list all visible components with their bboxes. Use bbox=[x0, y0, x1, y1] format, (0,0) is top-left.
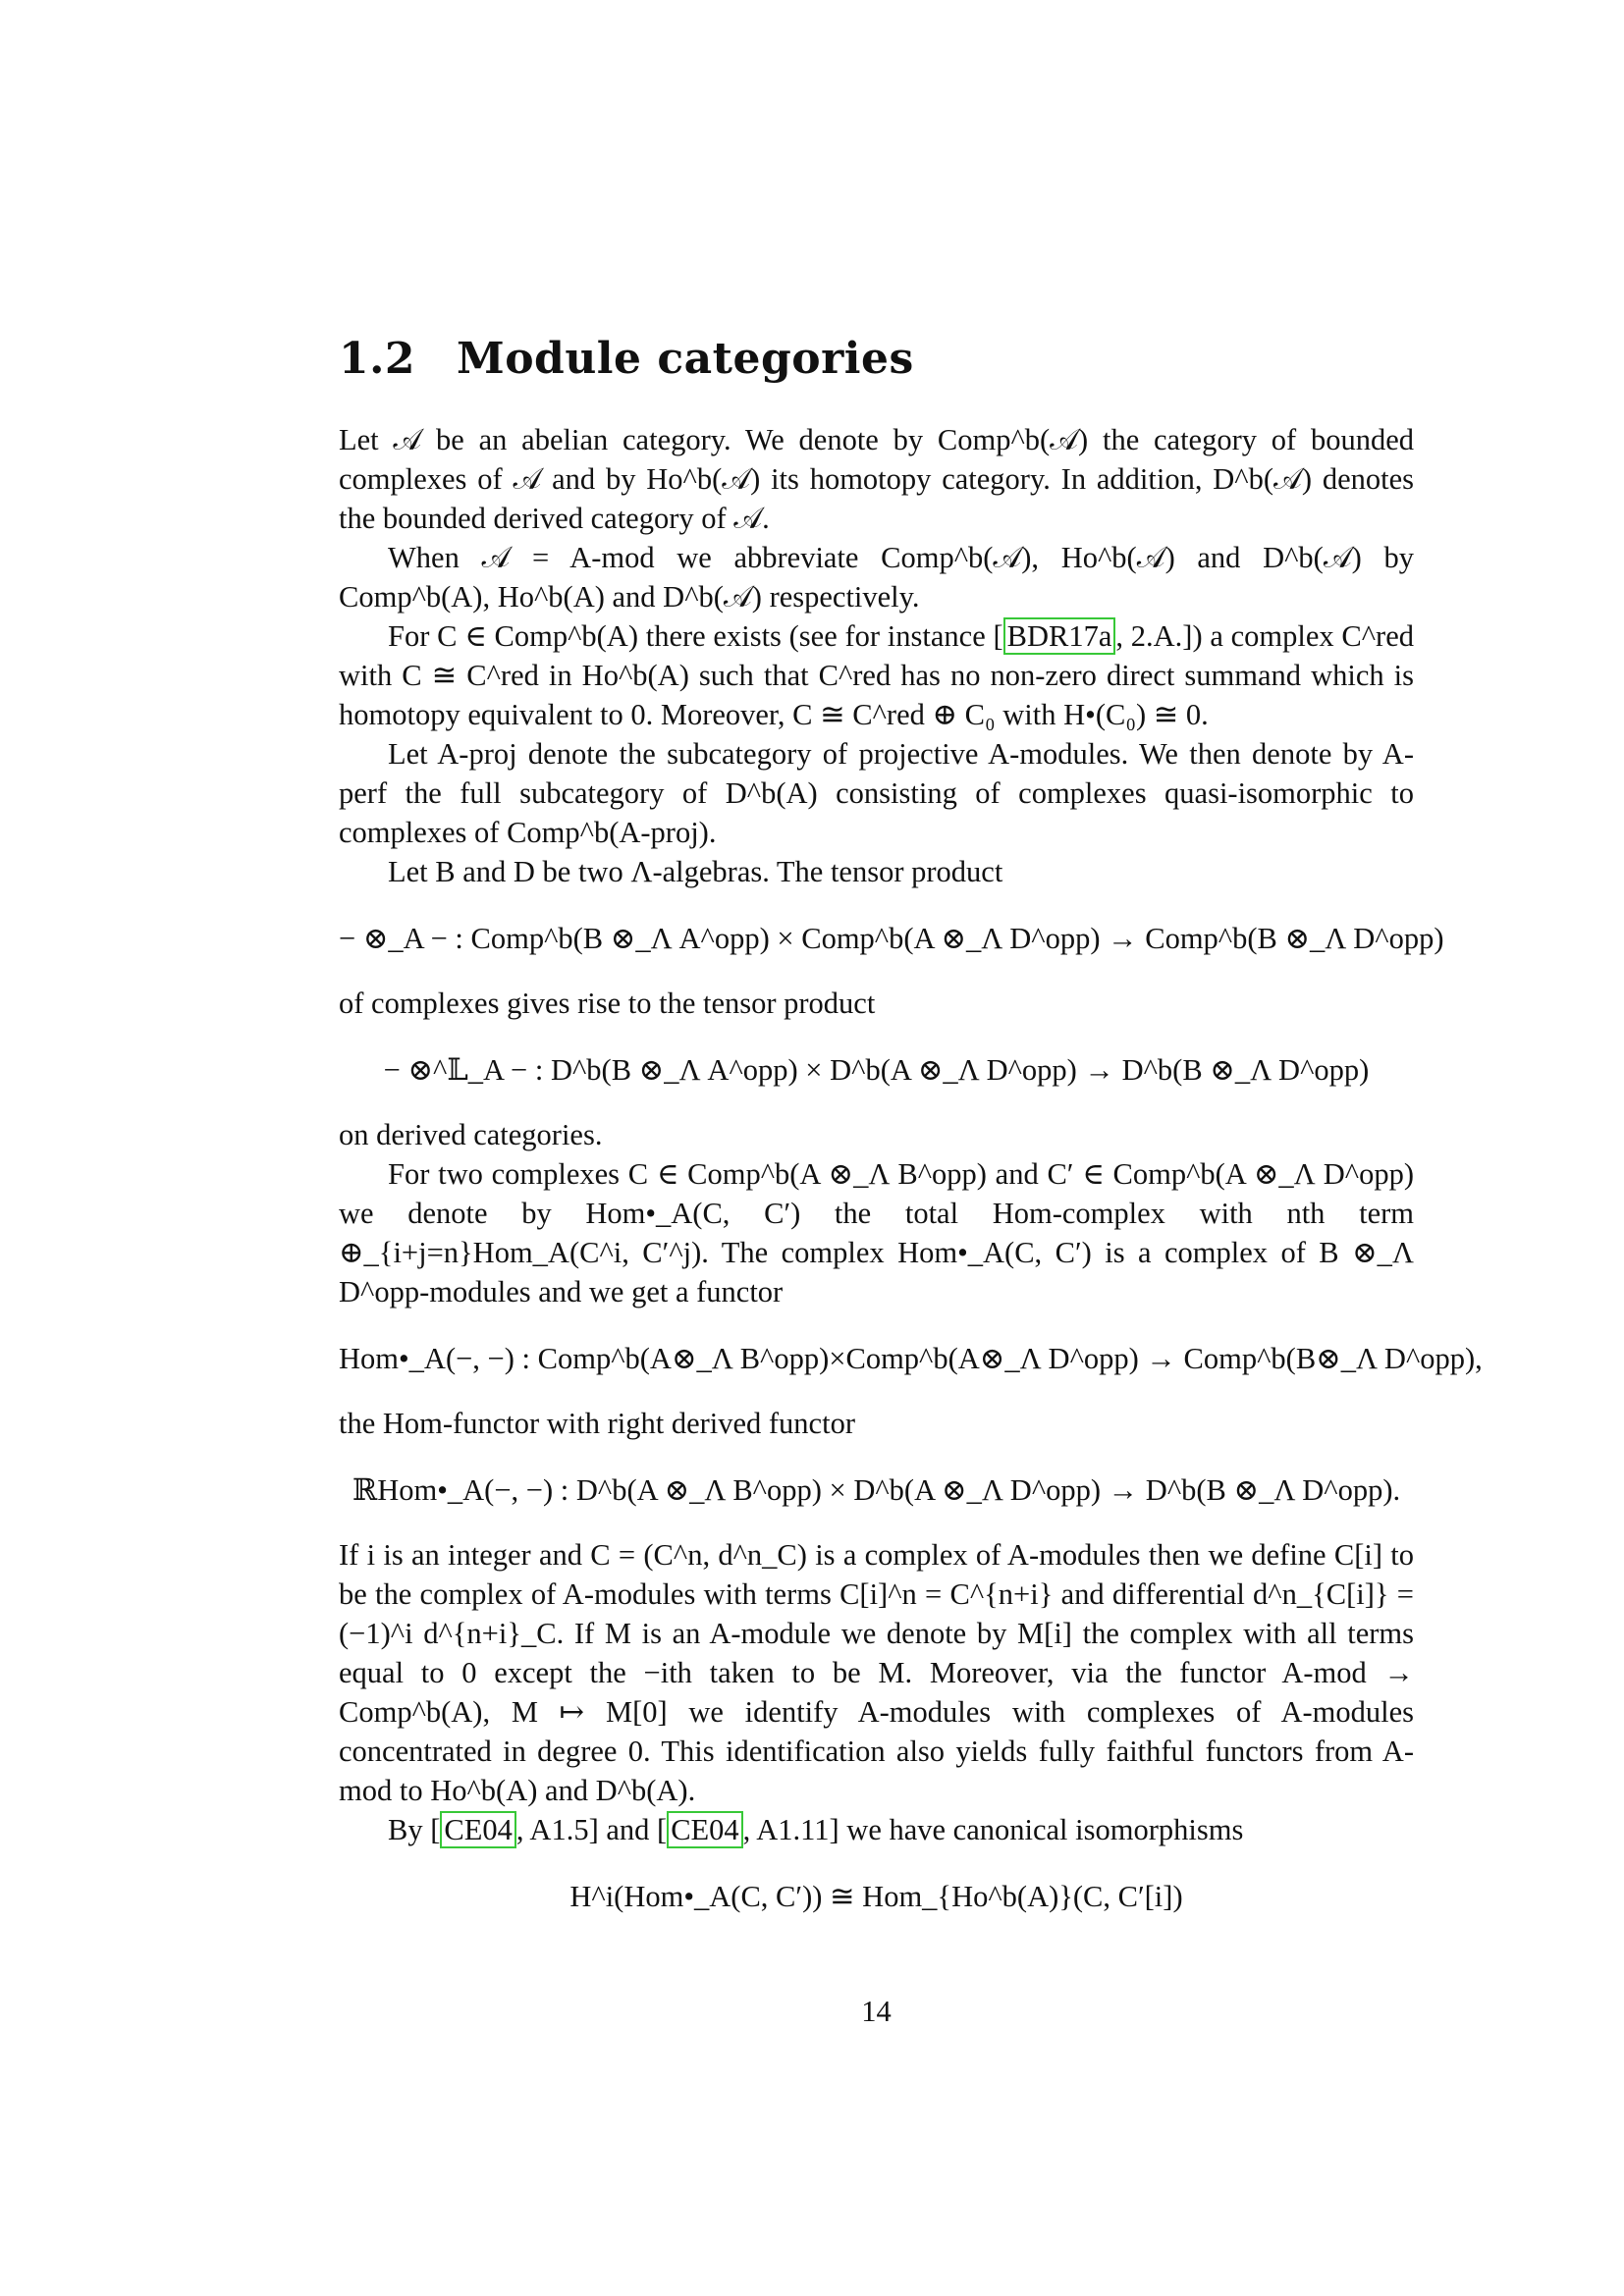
citation-link[interactable]: CE04 bbox=[667, 1811, 742, 1848]
section-heading bbox=[339, 334, 914, 384]
citation-link[interactable]: BDR17a bbox=[1003, 617, 1116, 655]
paragraph-10: If i is an integer and C = (C^n, d^n_C) is a complex of A-modules then we define C[i] to be the complex of A-modules with terms C[i]^n = C^{n+i} and differential d^n_{C[i]} = (−1)^i d^{n+i}_C. If M is an A-module we denote by M[i] the complex with all terms equal to 0 except the −ith taken to be M. Moreover, via the functor A-mod → Comp^b(A), M ↦ M[0] we identify A-modules with complexes of A-modules concentrated in degree 0. This identification also yields fully faithful functors from A-mod to Ho^b(A) and D^b(A). bbox=[339, 1538, 1414, 1807]
paragraph-1: Let 𝒜 be an abelian category. We denote by Comp^b(𝒜) the category of bounded complexes of 𝒜 and by Ho^b(𝒜) its homotopy category. In addition, D^b(𝒜) denotes the bounded derived category of 𝒜. bbox=[339, 423, 1414, 535]
equation-hom-functor: Hom•_A(−, −) : Comp^b(A⊗_Λ B^opp)×Comp^b(A⊗_Λ D^opp) → Comp^b(B⊗_Λ D^opp), bbox=[339, 1342, 1483, 1375]
paragraph-3-text-a: For C ∈ Comp^b(A) there exists (see for instance bbox=[388, 619, 986, 653]
equation-derived-hom: ℝHom•_A(−, −) : D^b(A ⊗_Λ B^opp) × D^b(A ⊗_Λ D^opp) → D^b(B ⊗_Λ D^opp). bbox=[352, 1473, 1401, 1507]
paragraph-11-text-c: , A1.11] we have canonical isomorphisms bbox=[742, 1813, 1244, 1846]
paragraph-11 bbox=[339, 1810, 1414, 1849]
equation-derived-tensor-product: − ⊗^𝕃_A − : D^b(B ⊗_Λ A^opp) × D^b(A ⊗_Λ D^opp) → D^b(B ⊗_Λ D^opp) bbox=[383, 1053, 1370, 1087]
section-body bbox=[339, 420, 1483, 1942]
paragraph-9: the Hom-functor with right derived functor bbox=[339, 1407, 855, 1440]
paragraph-4: Let A-proj denote the subcategory of projective A-modules. We then denote by A-perf the full subcategory of D^b(A) consisting of complexes quasi-isomorphic to complexes of Comp^b(A-proj). bbox=[339, 737, 1414, 849]
paragraph-2: When 𝒜 = A-mod we abbreviate Comp^b(𝒜), Ho^b(𝒜) and D^b(𝒜) by Comp^b(A), Ho^b(A) and D^b(𝒜) respectively. bbox=[339, 541, 1414, 614]
page-number: 14 bbox=[861, 1995, 892, 2028]
equation-tensor-product: − ⊗_A − : Comp^b(B ⊗_Λ A^opp) × Comp^b(A ⊗_Λ D^opp) → Comp^b(B ⊗_Λ D^opp) bbox=[339, 922, 1444, 955]
equation-canonical-isomorphism: H^i(Hom•_A(C, C′)) ≅ Hom_{Ho^b(A)}(C, C′[i]) bbox=[569, 1880, 1183, 1913]
citation-link[interactable]: CE04 bbox=[440, 1811, 515, 1848]
paragraph-5: Let B and D be two Λ-algebras. The tensor product bbox=[388, 855, 1003, 888]
paragraph-11-text-a: By [ bbox=[388, 1813, 441, 1846]
paragraph-8: For two complexes C ∈ Comp^b(A ⊗_Λ B^opp) and C′ ∈ Comp^b(A ⊗_Λ D^opp) we denote by Hom•_A(C, C′) the total Hom-complex with nth term ⊕_{i+j=n}Hom_A(C^i, C′^j). The complex Hom•_A(C, C′) is a complex of B ⊗_Λ D^opp-modules and we get a functor bbox=[339, 1157, 1414, 1308]
section-title: Module categories bbox=[457, 334, 914, 384]
paragraph-7: on derived categories. bbox=[339, 1118, 603, 1151]
paragraph-3-text-b: , 2.A.]) a complex C^red with C ≅ C^red in Ho^b(A) such that C^red has no non-zero direct summand which is homotopy equivalent to 0. Moreover, C ≅ C^red ⊕ C₀ with H•(C₀) ≅ 0. bbox=[339, 619, 1414, 731]
paragraph-3: For C ∈ Comp^b(A) there exists (see for instance [ BDR17a , 2.A.]) a complex C^red with C ≅ C^red in Ho^b(A) such that C^red has no non-zero direct summand which is homotopy equivalent to 0. Moreover, C ≅ C^red ⊕ C₀ with H•(C₀) ≅ 0. bbox=[339, 619, 1414, 731]
section-number: 1.2 bbox=[339, 334, 416, 384]
paragraph-11-text-b: , A1.5] and [ bbox=[515, 1813, 668, 1846]
paragraph-6: of complexes gives rise to the tensor product bbox=[339, 987, 876, 1020]
